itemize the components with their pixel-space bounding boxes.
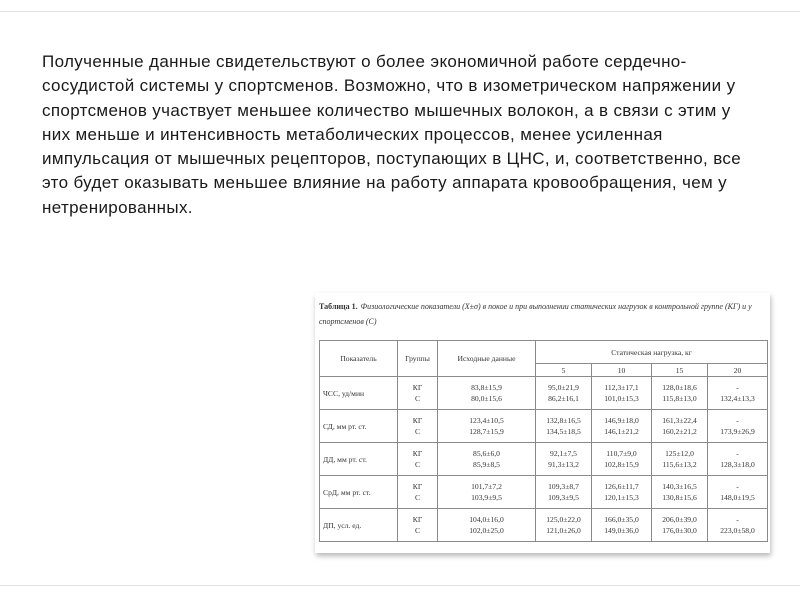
- cell-groups: [398, 410, 438, 443]
- value-athletes: 173,9±26,9: [720, 427, 755, 436]
- physiological-indicators-table: [319, 340, 768, 542]
- value-athletes: С: [414, 394, 421, 403]
- cell-baseline: [438, 476, 536, 509]
- cell-baseline: [438, 443, 536, 476]
- header-load: 20: [708, 364, 768, 377]
- row-indicator: ЧСС, уд/мин: [320, 377, 398, 410]
- cell-load5: [536, 509, 592, 542]
- cell-load15: [652, 410, 708, 443]
- row-indicator: СД, мм рт. ст.: [320, 410, 398, 443]
- value-athletes: 115,6±13,2: [662, 460, 697, 469]
- table-caption-label: Таблица 1.: [319, 302, 358, 311]
- value-athletes: 80,0±15,6: [471, 394, 502, 403]
- cell-baseline: [438, 377, 536, 410]
- value-control-group: КГ: [412, 515, 423, 524]
- cell-load5: [536, 410, 592, 443]
- table-row: [320, 410, 768, 443]
- value-athletes: С: [414, 427, 421, 436]
- value-control-group: -: [736, 482, 739, 491]
- value-athletes: 103,9±9,5: [471, 493, 502, 502]
- table-caption-text: Физиологические показатели (X±σ) в покое и при выполнении статических нагрузок в контрольной группе (КГ) и у спортсменов (С): [319, 302, 752, 326]
- cell-load10: [592, 410, 652, 443]
- header-load: 15: [652, 364, 708, 377]
- value-control-group: КГ: [412, 383, 423, 392]
- value-control-group: КГ: [412, 416, 423, 425]
- cell-groups: [398, 443, 438, 476]
- value-control-group: 126,6±11,7: [604, 482, 639, 491]
- value-athletes: С: [414, 493, 421, 502]
- cell-groups: [398, 476, 438, 509]
- table-row: [320, 443, 768, 476]
- cell-baseline: [438, 509, 536, 542]
- value-control-group: 125,0±22,0: [546, 515, 581, 524]
- header-load: 5: [536, 364, 592, 377]
- value-control-group: 132,8±16,5: [546, 416, 581, 425]
- value-control-group: 85,6±6,0: [473, 449, 500, 458]
- value-athletes: 115,8±13,0: [662, 394, 697, 403]
- body-paragraph: Полученные данные свидетельствуют о более экономичной работе сердечно-сосудистой системы у спортсменов. Возможно, что в изометрическом напряжении у спортсменов участвует меньшее количество мышечных волокон, а в связи с этим у них меньше и интенсивность метаболических процессов, менее усиленная импульсация от мышечных рецепторов, поступающих в ЦНС, и, соответственно, все это будет оказывать меньшее влияние на работу аппарата кровообращения, чем у нетренированных.: [42, 52, 742, 217]
- value-control-group: 109,3±8,7: [548, 482, 579, 491]
- header-groups: Группы: [398, 341, 438, 377]
- value-control-group: 104,0±16,0: [469, 515, 504, 524]
- cell-load20: [708, 410, 768, 443]
- value-control-group: -: [736, 383, 739, 392]
- value-control-group: 123,4±10,5: [469, 416, 504, 425]
- value-athletes: 86,2±16,1: [548, 394, 579, 403]
- value-control-group: 146,9±18,0: [604, 416, 639, 425]
- cell-load20: [708, 476, 768, 509]
- value-athletes: 102,0±25,0: [469, 526, 504, 535]
- cell-load20: [708, 377, 768, 410]
- row-indicator: ДД, мм рт. ст.: [320, 443, 398, 476]
- header-indicator: Показатель: [320, 341, 398, 377]
- table-wrapper: [319, 340, 767, 542]
- value-athletes: 160,2±21,2: [662, 427, 697, 436]
- value-control-group: 161,3±22,4: [662, 416, 697, 425]
- value-control-group: 112,3±17,1: [604, 383, 639, 392]
- value-athletes: 102,8±15,9: [604, 460, 639, 469]
- value-athletes: 91,3±13,2: [548, 460, 579, 469]
- value-control-group: 92,1±7,5: [550, 449, 577, 458]
- value-athletes: 109,3±9,5: [548, 493, 579, 502]
- value-athletes: 130,8±15,6: [662, 493, 697, 502]
- table-body: [320, 377, 768, 542]
- cell-load10: [592, 377, 652, 410]
- cell-groups: [398, 509, 438, 542]
- value-athletes: 128,3±18,0: [720, 460, 755, 469]
- value-athletes: С: [414, 460, 421, 469]
- value-control-group: КГ: [412, 482, 423, 491]
- cell-load5: [536, 443, 592, 476]
- header-load: 10: [592, 364, 652, 377]
- value-athletes: 149,0±36,0: [604, 526, 639, 535]
- value-control-group: 95,0±21,9: [548, 383, 579, 392]
- value-athletes: 176,0±30,0: [662, 526, 697, 535]
- cell-load20: [708, 443, 768, 476]
- value-control-group: 140,3±16,5: [662, 482, 697, 491]
- table-caption: [319, 299, 767, 329]
- cell-load15: [652, 509, 708, 542]
- cell-load15: [652, 377, 708, 410]
- table-row: [320, 377, 768, 410]
- value-control-group: -: [736, 449, 739, 458]
- value-control-group: -: [736, 515, 739, 524]
- cell-baseline: [438, 410, 536, 443]
- table-row: [320, 509, 768, 542]
- value-athletes: 223,0±58,0: [720, 526, 755, 535]
- value-athletes: 146,1±21,2: [604, 427, 639, 436]
- value-control-group: 125±12,0: [665, 449, 694, 458]
- header-baseline: Исходные данные: [438, 341, 536, 377]
- table-row: [320, 476, 768, 509]
- row-indicator: СрД, мм рт. ст.: [320, 476, 398, 509]
- value-control-group: КГ: [412, 449, 423, 458]
- value-control-group: 128,0±18,6: [662, 383, 697, 392]
- value-control-group: 83,8±15,9: [471, 383, 502, 392]
- value-athletes: 148,0±19,5: [720, 493, 755, 502]
- value-control-group: 206,0±39,0: [662, 515, 697, 524]
- value-control-group: -: [736, 416, 739, 425]
- cell-groups: [398, 377, 438, 410]
- cell-load10: [592, 509, 652, 542]
- cell-load5: [536, 377, 592, 410]
- cell-load10: [592, 443, 652, 476]
- value-athletes: 128,7±15,9: [469, 427, 504, 436]
- value-athletes: С: [414, 526, 421, 535]
- value-athletes: 85,9±8,5: [473, 460, 500, 469]
- value-athletes: 132,4±13,3: [720, 394, 755, 403]
- cell-load20: [708, 509, 768, 542]
- cell-load15: [652, 443, 708, 476]
- bottom-rule: [0, 585, 800, 586]
- value-athletes: 101,0±15,3: [604, 394, 639, 403]
- value-athletes: 121,0±26,0: [546, 526, 581, 535]
- row-indicator: ДП, усл. ед.: [320, 509, 398, 542]
- table-image: [315, 293, 770, 553]
- header-static-load: Статическая нагрузка, кг: [536, 341, 768, 364]
- value-athletes: 120,1±15,3: [604, 493, 639, 502]
- value-athletes: 134,5±18,5: [546, 427, 581, 436]
- value-control-group: 166,0±35,0: [604, 515, 639, 524]
- cell-load15: [652, 476, 708, 509]
- top-rule: [0, 11, 800, 12]
- value-control-group: 101,7±7,2: [471, 482, 502, 491]
- value-control-group: 110,7±9,0: [606, 449, 637, 458]
- cell-load5: [536, 476, 592, 509]
- cell-load10: [592, 476, 652, 509]
